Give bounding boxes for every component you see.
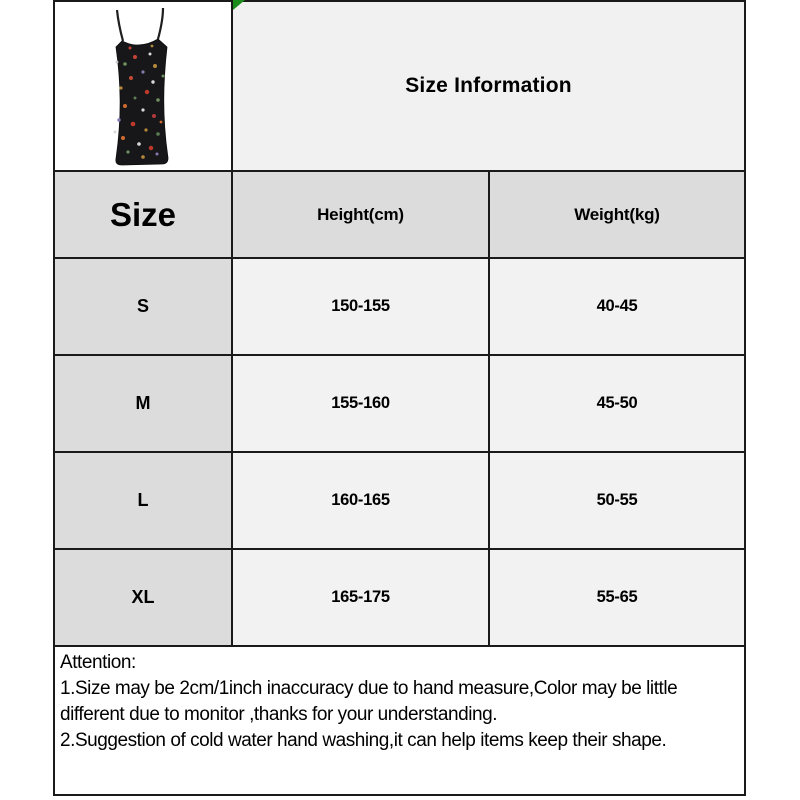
weight-value-xl: 55-65 <box>490 550 744 645</box>
green-corner-triangle-icon <box>233 0 245 10</box>
size-label-m: M <box>55 356 231 451</box>
weight-value-m: 45-50 <box>490 356 744 451</box>
height-value-s: 150-155 <box>233 259 488 354</box>
attention-line: 2.Suggestion of cold water hand washing,it can help items keep their shape. <box>60 730 667 751</box>
column-header-height: Height(cm) <box>233 172 488 257</box>
height-value-m: 155-160 <box>233 356 488 451</box>
size-table <box>53 0 746 796</box>
size-label-xl: XL <box>55 550 231 645</box>
page-title: Size Information <box>405 74 572 97</box>
size-label-l: L <box>55 453 231 548</box>
column-header-weight: Weight(kg) <box>490 172 744 257</box>
weight-value-s: 40-45 <box>490 259 744 354</box>
attention-line: different due to monitor ,thanks for your understanding. <box>60 704 498 725</box>
attention-box <box>55 647 744 794</box>
product-photo-cell <box>55 2 231 170</box>
column-header-size: Size <box>55 172 231 257</box>
size-label-s: S <box>55 259 231 354</box>
weight-value-l: 50-55 <box>490 453 744 548</box>
height-value-xl: 165-175 <box>233 550 488 645</box>
dress-photo <box>55 2 231 170</box>
attention-heading: Attention: <box>60 652 136 673</box>
height-value-l: 160-165 <box>233 453 488 548</box>
title-cell <box>233 2 744 170</box>
attention-line: 1.Size may be 2cm/1inch inaccuracy due to hand measure,Color may be little <box>60 678 678 699</box>
